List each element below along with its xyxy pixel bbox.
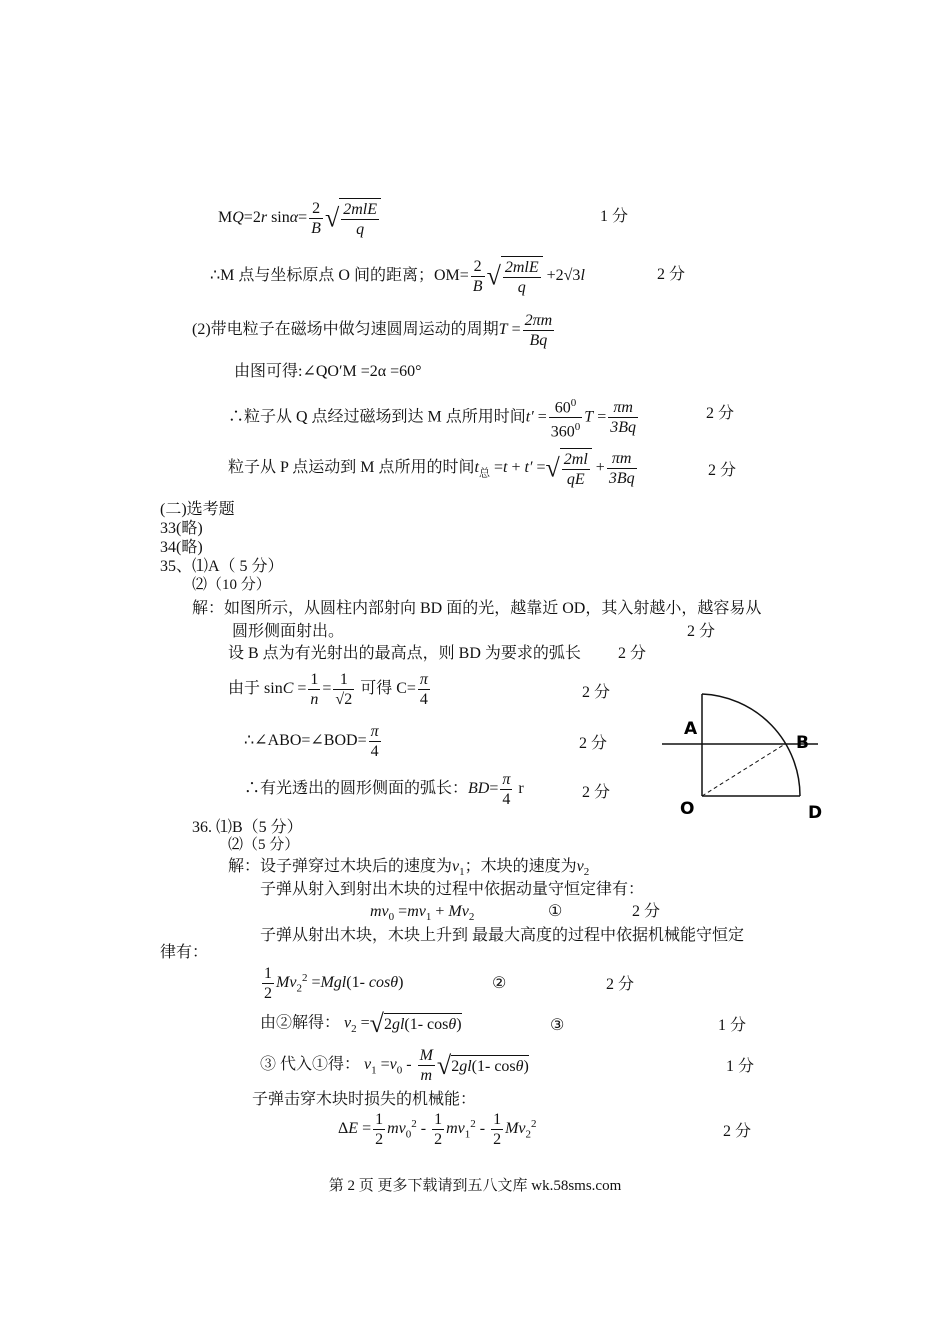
optics-figure [658,688,830,828]
score-16: 2 分 [579,735,608,752]
score-27: 1 分 [726,1058,755,1075]
score-13: 2 分 [687,623,716,640]
item-35-2: ⑵（10 分） [192,577,271,593]
score-2: 2 分 [657,266,686,283]
score-1: 1 分 [600,208,629,225]
eq-om: ∴M 点与坐标原点 O 间的距离；OM= $\frac{2}{B}$ √ $\frac{\text{2mlE}}{q}$ +2√3l [210,258,585,296]
score-17: 2 分 [582,784,611,801]
mark-1: ① [548,903,563,920]
item-35-1: 35、⑴A（ 5 分） [160,558,284,575]
eq-v2: 由②解得： $v_2 =√2gl(1-$ cosθ) [260,1009,462,1038]
sol-35-b: 圆形侧面射出。 [232,623,345,640]
eq-mq: MQ=2r sinα= $\frac{2}{B}$ √ $\frac{\text{2mlE}}{q}$ [218,198,381,239]
sol-36-b: 子弹从射入到射出木块的过程中依据动量守恒定律有： [260,881,645,898]
score-26: 1 分 [718,1017,747,1034]
score-25: 2 分 [606,976,635,993]
eq-period: (2)带电粒子在磁场中做匀速圆周运动的周期T = $\frac{2\pi m}{Bq}$ [192,312,553,349]
item-34: 34(略) [160,539,203,556]
sol-36-c: 子弹从射出木块，木块上升到 最最大高度的过程中依据机械能守恒定 [260,927,745,944]
sol-36-e: 子弹击穿木块时损失的机械能： [252,1091,477,1108]
score-22: 2 分 [632,903,661,920]
section-elective: (二)选考题 [160,501,235,518]
item-33: 33(略) [160,520,203,537]
fig-label-o: O [680,799,695,819]
page-footer: 第 2 页 更多下载请到五八文库 wk.58sms.com [328,1178,622,1194]
eq-sinc: 由于 sinC = $\frac{1}{n}$ = $\frac{1}{√2}$ 可得 C= $\frac{\pi}{4}$ [228,671,428,708]
score-14: 2 分 [618,645,647,662]
score-29: 2 分 [723,1123,752,1140]
score-5: 2 分 [706,405,735,422]
sol-36-a: 解：设子弹穿过木块后的速度为$v_1$；木块的速度为$v_2$ [228,858,590,879]
fig-label-a: A [684,719,698,739]
item-36-1: 36. ⑴B（5 分） [192,819,303,836]
eq-time-qm: ∴粒子从 Q 点经过磁场到达 M 点所用时间t′ = $\frac{60^0}{360^0}$ T = $\frac{\pi m}{3Bq}$ [228,394,640,442]
eq-time-total: 粒子从 P 点运动到 M 点所用的时间$t_总 =t + t'$ =√ $\frac{2ml}{qE}$ + $\frac{\pi m}{3Bq}$ [228,450,635,488]
eq-delta-e: ΔE = $\frac{1}{2}$ $mv_0^2$ - $\frac{1}{2}$ $mv_1^2$ - $\frac{1}{2}$ $Mv_2^2$ [338,1111,537,1148]
eq-v1: ③ 代入①得： $v_1 =v_0$ - $\frac{M}{m}$ √2gl(1- cosθ) [260,1047,529,1084]
sol-36-d: 律有： [160,944,209,961]
sol-35-a: 解：如图所示，从圆柱内部射向 BD 面的光，越靠近 OD，其入射越小，越容易从 [192,600,762,617]
fig-arc [702,694,800,796]
score-6: 2 分 [708,462,737,479]
mark-3: ③ [550,1017,565,1034]
fig-line-ob [702,744,785,796]
eq-abo: ∴∠ABO=∠BOD= $\frac{\pi}{4}$ [244,723,379,760]
fig-label-b: B [796,733,809,753]
eq-arc: ∴有光透出的圆形侧面的弧长：BD= $\frac{\pi}{4}$ r [244,771,524,808]
item-36-2: ⑵（5 分） [228,837,300,853]
eq-angle: 由图可得:∠QO′M =2α =60° [234,363,422,380]
mark-2: ② [492,975,507,992]
eq-energy: $\frac{1}{2}$ $Mv_2^2 =Mgl(1-$ cosθ) [264,965,404,1002]
eq-momentum: $mv_0 =mv_1 + Mv_2$ [370,903,475,924]
fig-label-d: D [808,803,823,823]
sol-35-c: 设 B 点为有光射出的最高点，则 BD 为要求的弧长 [228,645,581,662]
score-15: 2 分 [582,684,611,701]
